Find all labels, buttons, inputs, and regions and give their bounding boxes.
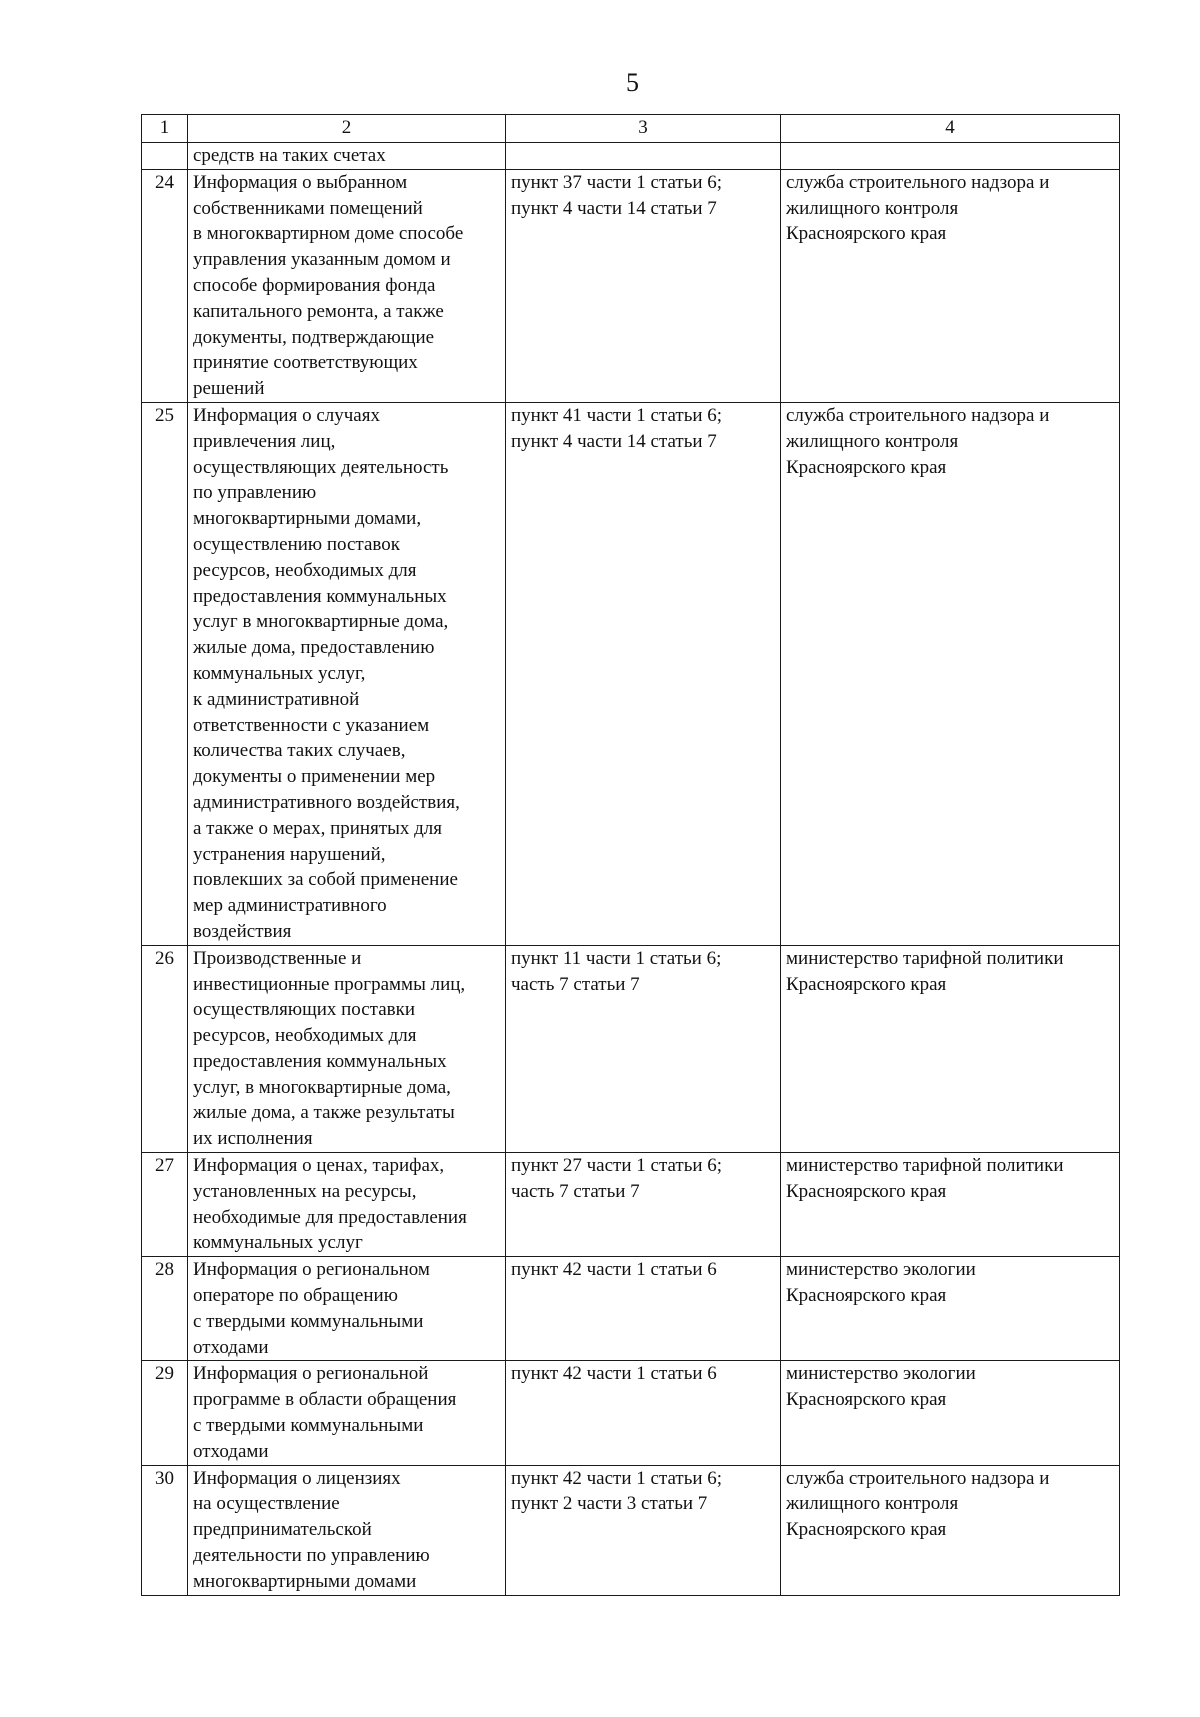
authority-line: Красноярского края (786, 1285, 947, 1307)
description-line: предоставления коммунальных (193, 585, 447, 607)
description-line: операторе по обращению (193, 1285, 398, 1307)
cell-legal-basis (506, 169, 781, 402)
description-line: принятие соответствующих (193, 352, 418, 374)
legal-basis-line: пункт 41 части 1 статьи 6; (511, 404, 723, 426)
description-line: Информация о региональном (193, 1259, 430, 1281)
description-line: коммунальных услуг, (193, 662, 366, 684)
table-row (142, 1257, 1120, 1361)
description-line: услуг, в многоквартирные дома, (193, 1076, 451, 1098)
column-header-number: 1 (142, 115, 188, 143)
description-line: многоквартирными домами (193, 1570, 417, 1592)
authority-line: служба строительного надзора и (786, 404, 1050, 426)
description-line: капитального ремонта, а также (193, 300, 444, 322)
cell-description (188, 143, 506, 170)
description-line: Информация о ценах, тарифах, (193, 1155, 445, 1177)
description-line: установленных на ресурсы, (193, 1180, 417, 1202)
cell-authority (781, 1153, 1120, 1257)
table-row (142, 1361, 1120, 1465)
description-line: деятельности по управлению (193, 1545, 430, 1567)
cell-authority (781, 169, 1120, 402)
authority-line: министерство тарифной политики (786, 1155, 1064, 1177)
description-line: устранения нарушений, (193, 843, 386, 865)
legal-basis-line: часть 7 статьи 7 (511, 973, 640, 995)
cell-legal-basis (506, 945, 781, 1152)
legal-basis-line: пункт 4 части 14 статьи 7 (511, 197, 717, 219)
description-line: необходимые для предоставления (193, 1206, 467, 1228)
cell-authority (781, 143, 1120, 170)
description-line: отходами (193, 1440, 269, 1462)
cell-row-number: 24 (142, 169, 188, 402)
description-line: предпринимательской (193, 1519, 372, 1541)
description-line: инвестиционные программы лиц, (193, 973, 466, 995)
cell-authority (781, 1257, 1120, 1361)
table-row (142, 1465, 1120, 1595)
cell-description (188, 945, 506, 1152)
authority-line: Красноярского края (786, 456, 947, 478)
cell-authority (781, 402, 1120, 945)
description-line: с твердыми коммунальными (193, 1415, 424, 1437)
cell-legal-basis (506, 1361, 781, 1465)
authority-line: жилищного контроля (786, 197, 959, 219)
cell-row-number: 28 (142, 1257, 188, 1361)
authority-line: жилищного контроля (786, 1493, 959, 1515)
description-line: воздействия (193, 920, 292, 942)
description-line: к административной (193, 688, 360, 710)
description-line: услуг в многоквартирные дома, (193, 611, 449, 633)
description-line: ресурсов, необходимых для (193, 1025, 417, 1047)
page-number: 5 (626, 68, 639, 97)
column-header-description: 2 (188, 115, 506, 143)
cell-description (188, 402, 506, 945)
description-line: средств на таких счетах (193, 145, 386, 166)
cell-authority (781, 1361, 1120, 1465)
authority-line: Красноярского края (786, 1519, 947, 1541)
cell-legal-basis (506, 1257, 781, 1361)
description-line: решений (193, 378, 265, 400)
cell-row-number: 30 (142, 1465, 188, 1595)
description-line: повлекших за собой применение (193, 869, 458, 891)
authority-line: министерство экологии (786, 1259, 976, 1281)
description-line: а также о мерах, принятых для (193, 817, 443, 839)
table-body (142, 143, 1120, 1596)
description-line: с твердыми коммунальными (193, 1310, 424, 1332)
cell-row-number: 25 (142, 402, 188, 945)
description-line: их исполнения (193, 1128, 313, 1150)
description-line: способе формирования фонда (193, 274, 436, 296)
table-row (142, 1153, 1120, 1257)
description-line: осуществлению поставок (193, 533, 400, 555)
description-line: количества таких случаев, (193, 740, 406, 762)
legal-basis-line: пункт 4 части 14 статьи 7 (511, 430, 717, 452)
authority-line: Красноярского края (786, 223, 947, 245)
description-line: коммунальных услуг (193, 1232, 363, 1254)
cell-description (188, 1465, 506, 1595)
description-line: программе в области обращения (193, 1389, 457, 1411)
cell-description (188, 169, 506, 402)
description-line: по управлению (193, 482, 317, 504)
table-row (142, 143, 1120, 170)
registry-table (141, 114, 1120, 1596)
description-line: жилые дома, предоставлению (193, 637, 435, 659)
description-line: ресурсов, необходимых для (193, 559, 417, 581)
description-line: жилые дома, а также результаты (193, 1102, 455, 1124)
legal-basis-line: пункт 11 части 1 статьи 6; (511, 947, 722, 969)
description-line: на осуществление (193, 1493, 340, 1515)
cell-authority (781, 1465, 1120, 1595)
cell-row-number: 29 (142, 1361, 188, 1465)
cell-legal-basis (506, 143, 781, 170)
authority-line: министерство экологии (786, 1363, 976, 1385)
description-line: собственниками помещений (193, 197, 423, 219)
description-line: ответственности с указанием (193, 714, 430, 736)
table-row (142, 402, 1120, 945)
description-line: Информация о лицензиях (193, 1467, 401, 1489)
description-line: предоставления коммунальных (193, 1050, 447, 1072)
column-header-authority: 4 (781, 115, 1120, 143)
cell-description (188, 1153, 506, 1257)
description-line: привлечения лиц, (193, 430, 336, 452)
legal-basis-line: пункт 37 части 1 статьи 6; (511, 171, 723, 193)
description-line: Информация о выбранном (193, 171, 408, 193)
cell-legal-basis (506, 1465, 781, 1595)
cell-description (188, 1361, 506, 1465)
description-line: мер административного (193, 895, 387, 917)
authority-line: Красноярского края (786, 1389, 947, 1411)
authority-line: служба строительного надзора и (786, 1467, 1050, 1489)
description-line: документы о применении мер (193, 766, 436, 788)
description-line: административного воздействия, (193, 791, 460, 813)
description-line: отходами (193, 1336, 269, 1358)
cell-row-number: 26 (142, 945, 188, 1152)
description-line: Информация о региональной (193, 1363, 429, 1385)
table-row (142, 169, 1120, 402)
authority-line: служба строительного надзора и (786, 171, 1050, 193)
description-line: в многоквартирном доме способе (193, 223, 464, 245)
description-line: осуществляющих поставки (193, 999, 416, 1021)
authority-line: Красноярского края (786, 1180, 947, 1202)
table-row (142, 945, 1120, 1152)
column-header-legal-basis: 3 (506, 115, 781, 143)
legal-basis-line: пункт 2 части 3 статьи 7 (511, 1493, 708, 1515)
description-line: документы, подтверждающие (193, 326, 435, 348)
legal-basis-line: пункт 27 части 1 статьи 6; (511, 1155, 723, 1177)
cell-row-number: 27 (142, 1153, 188, 1257)
cell-authority (781, 945, 1120, 1152)
description-line: многоквартирными домами, (193, 508, 422, 530)
legal-basis-line: часть 7 статьи 7 (511, 1180, 640, 1202)
legal-basis-line: пункт 42 части 1 статьи 6; (511, 1467, 723, 1489)
description-line: Производственные и (193, 947, 362, 969)
legal-basis-line: пункт 42 части 1 статьи 6 (511, 1363, 717, 1385)
legal-basis-line: пункт 42 части 1 статьи 6 (511, 1259, 717, 1281)
cell-description (188, 1257, 506, 1361)
authority-line: Красноярского края (786, 973, 947, 995)
cell-row-number (142, 143, 188, 170)
authority-line: министерство тарифной политики (786, 947, 1064, 969)
cell-legal-basis (506, 402, 781, 945)
description-line: управления указанным домом и (193, 249, 451, 271)
description-line: Информация о случаях (193, 404, 380, 426)
description-line: осуществляющих деятельность (193, 456, 449, 478)
cell-legal-basis (506, 1153, 781, 1257)
header-row (142, 115, 1120, 143)
authority-line: жилищного контроля (786, 430, 959, 452)
